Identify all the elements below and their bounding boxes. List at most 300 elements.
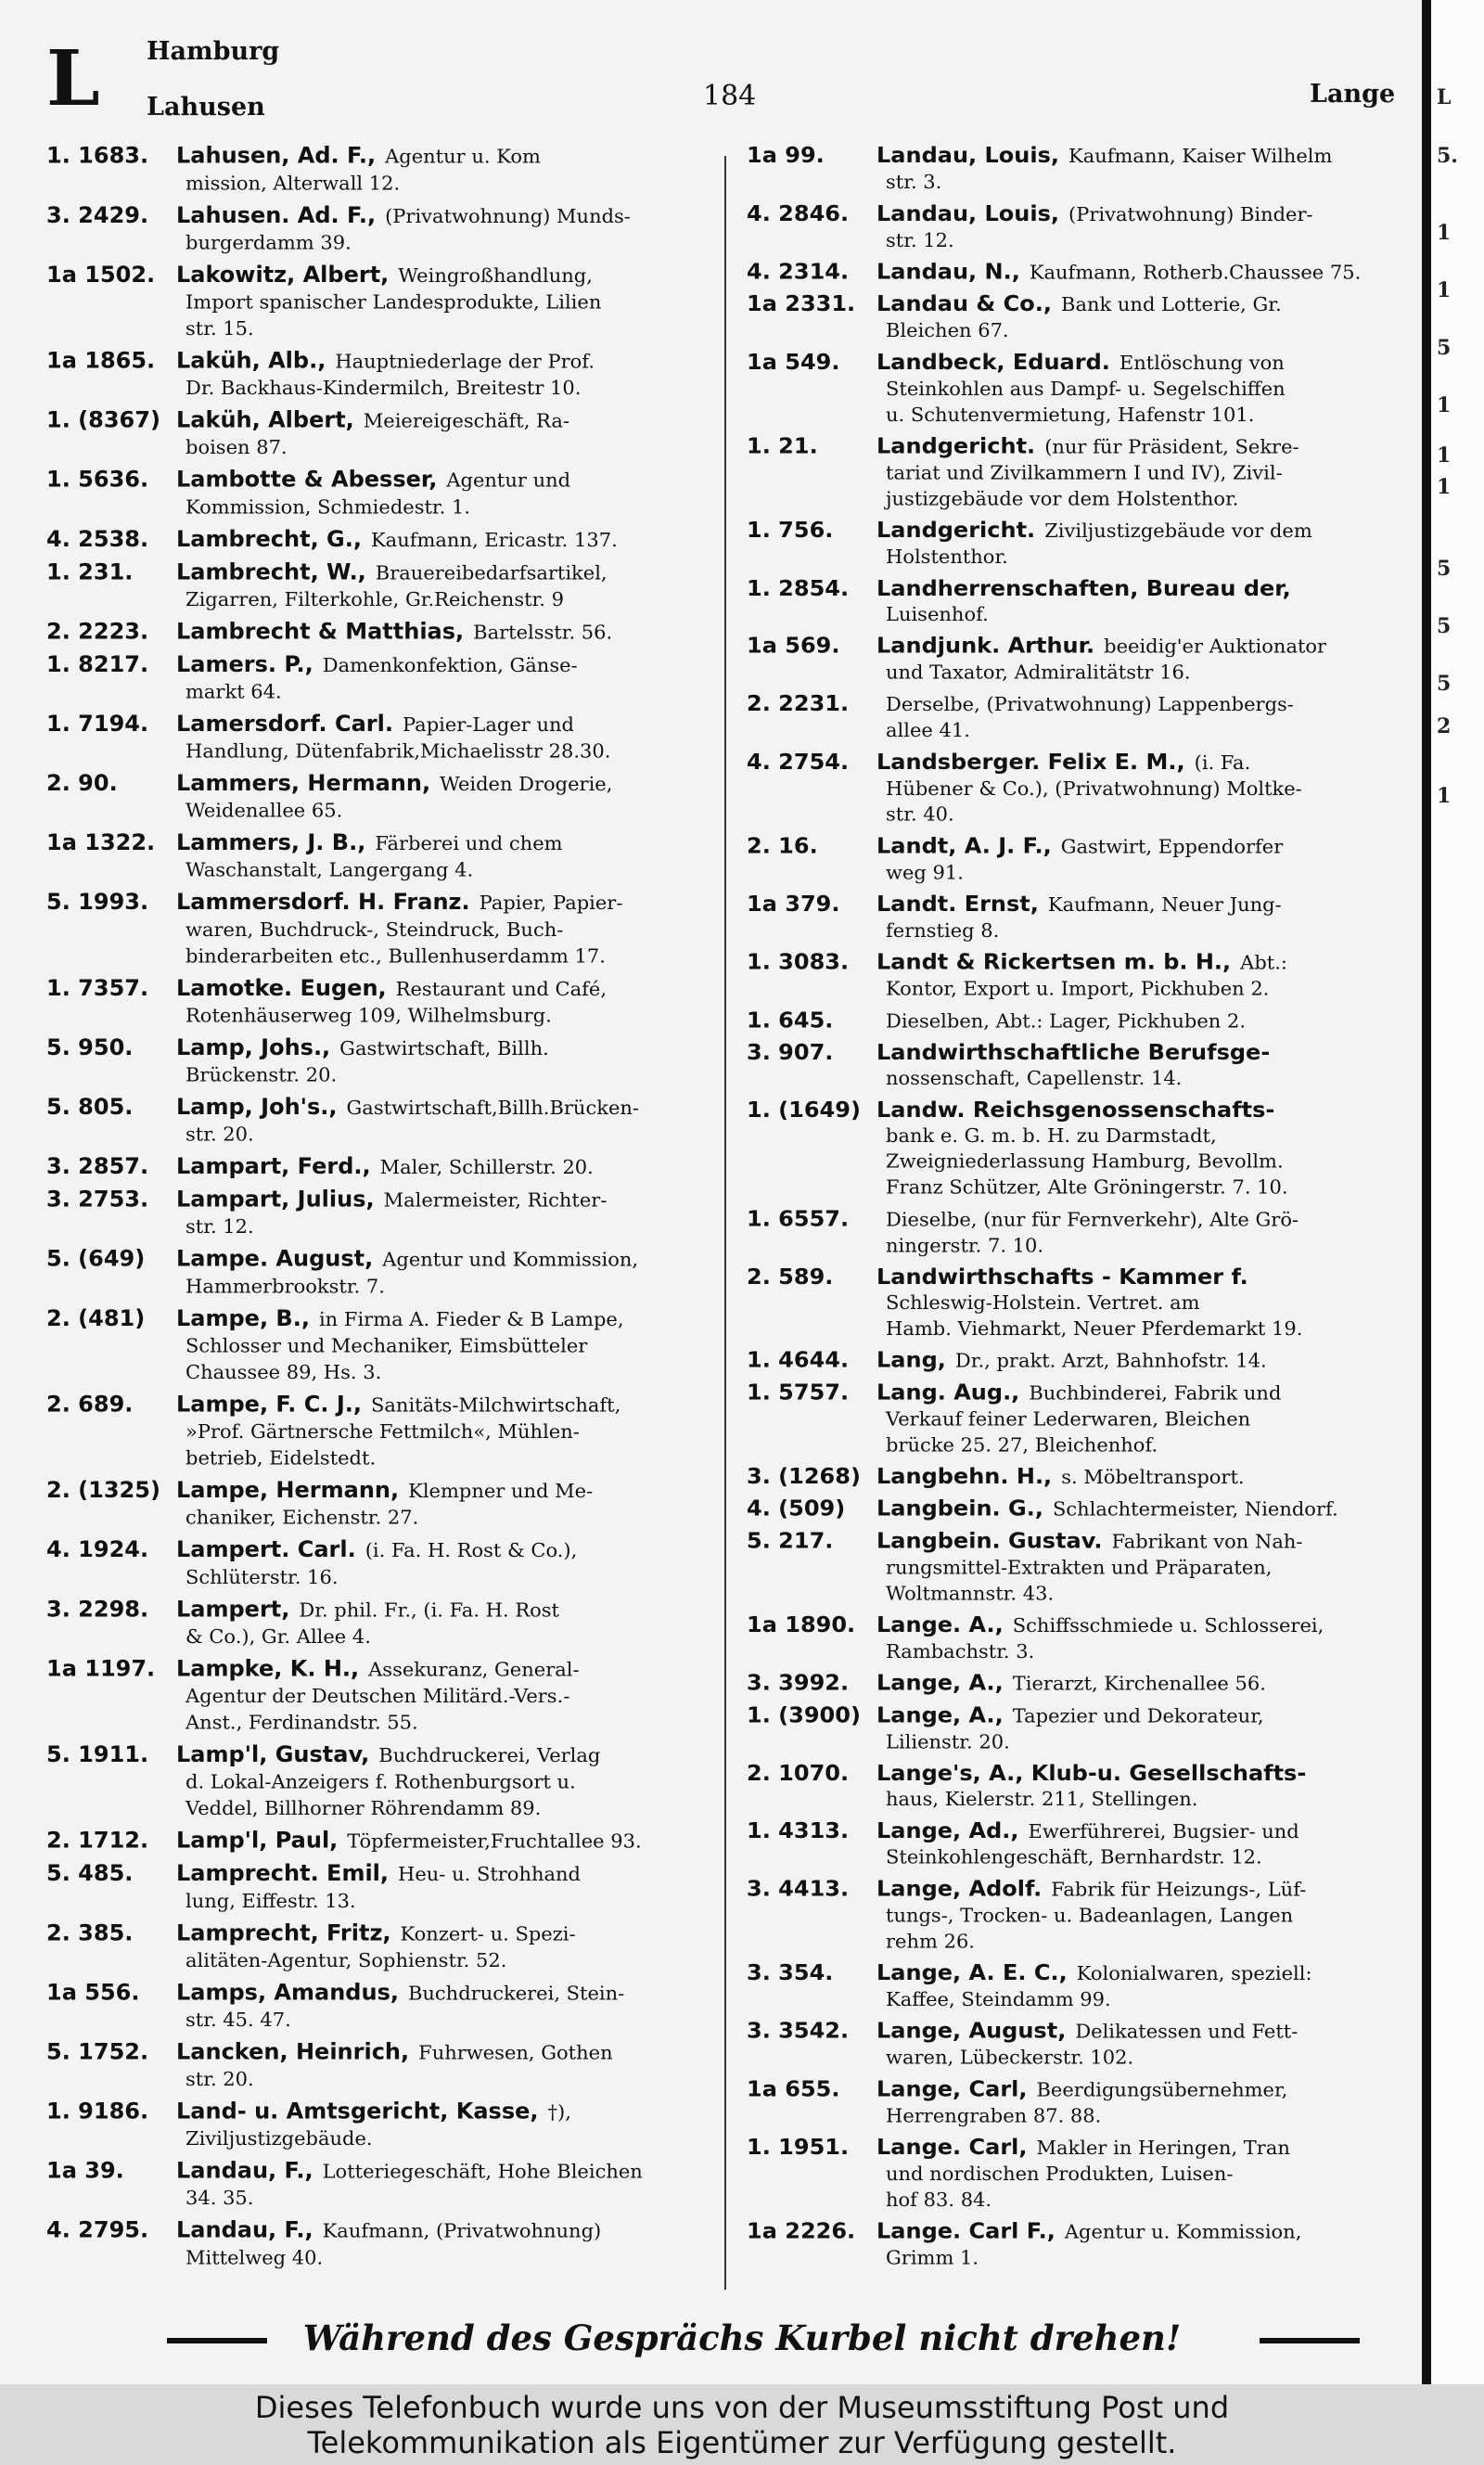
entry-continuation: Veddel, Billhorner Röhrendamm 89. [186, 1797, 542, 1820]
entry-name: Lamers. P., [176, 651, 313, 677]
entry-description: Kaufmann, Rotherb.Chaussee 75. [1029, 262, 1362, 284]
directory-entry [46, 2099, 740, 2152]
entry-description: Buchbinderei, Fabrik und [1029, 1382, 1282, 1405]
entry-continuation: Zweigniederlassung Hamburg, Bevollm. [886, 1150, 1284, 1173]
entry-phone-number: 1. 645. [747, 1008, 834, 1034]
entry-description: Damenkonfektion, Gänse- [322, 654, 578, 676]
directory-entry [747, 576, 1414, 628]
entry-continuation: Steinkohlen aus Dampf- u. Segelschiffen [886, 378, 1286, 400]
entry-continuation: Kaffee, Steindamm 99. [886, 1988, 1111, 2010]
entry-continuation: »Prof. Gärtnersche Fettmilch«, Mühlen- [186, 1420, 580, 1443]
directory-entry [747, 259, 1414, 286]
directory-entry [747, 750, 1414, 828]
section-letter: L [46, 34, 100, 123]
entry-continuation: allee 41. [886, 719, 970, 741]
entry-description: (nur für Präsident, Sekre- [1044, 436, 1299, 458]
entry-continuation: Luisenhof. [886, 603, 989, 625]
entry-phone-number: 3. 2753. [46, 1186, 149, 1213]
entry-continuation: & Co.), Gr. Allee 4. [186, 1625, 371, 1648]
entry-phone-number: 1. (1649) [747, 1097, 861, 1123]
entry-description: Buchdruckerei, Stein- [407, 1982, 625, 2005]
entry-description: Tapezier und Dekorateur, [1012, 1705, 1264, 1727]
entry-name: Lamprecht. Emil, [176, 1860, 390, 1887]
entry-name: Lampart, Ferd., [176, 1153, 371, 1180]
entry-continuation: str. 12. [186, 1215, 254, 1239]
directory-entry [747, 201, 1414, 254]
entry-description: Tierarzt, Kirchenallee 56. [1012, 1673, 1266, 1695]
directory-entry [46, 1861, 740, 1915]
entry-description: Töpfermeister,Fruchtallee 93. [347, 1829, 642, 1853]
entry-description: Weiden Drogerie, [440, 773, 613, 795]
entry-name: Lange, Ad., [876, 1817, 1019, 1843]
directory-entry [46, 1246, 740, 1300]
entry-name: Lambotte & Abesser, [176, 467, 438, 493]
entry-description: Meiereigeschäft, Ra- [363, 409, 569, 432]
entry-name: Landau, N., [876, 259, 1020, 285]
entry-description: Kaufmann, Neuer Jung- [1047, 893, 1282, 916]
entry-name: Lamersdorf. Carl. [176, 711, 393, 737]
entry-phone-number: 2. 16. [747, 833, 818, 859]
entry-phone-number: 2. 2231. [747, 690, 850, 716]
entry-phone-number: 1. 4644. [747, 1347, 850, 1373]
entry-name: Landgericht. [876, 517, 1036, 543]
entry-description: Agentur u. Kom [385, 145, 541, 168]
entry-continuation: str. 15. [186, 317, 254, 340]
entry-name: Landt & Rickertsen m. b. H., [876, 949, 1232, 975]
header-last-entry: Lange [1310, 80, 1396, 109]
entry-phone-number: 4. 2846. [747, 200, 850, 226]
directory-entry [747, 2135, 1414, 2214]
entry-description: Dr. phil. Fr., (i. Fa. H. Rost [299, 1598, 559, 1622]
attribution-line-1: Dieses Telefonbuch wurde uns von der Museumsstiftung Post und [254, 2390, 1230, 2425]
entry-continuation: str. 3. [886, 171, 942, 193]
entry-continuation: rehm 26. [886, 1931, 975, 1953]
entry-continuation: boisen 87. [186, 436, 288, 459]
entry-continuation: Agentur der Deutschen Militärd.-Vers.- [186, 1685, 570, 1707]
entry-continuation: und Taxator, Admiralitätstr 16. [886, 661, 1191, 684]
next-page-edge [1431, 0, 1484, 2384]
directory-entry [46, 467, 740, 520]
entry-phone-number: 1. 1683. [46, 143, 149, 169]
entry-name: Laküh, Alb., [176, 347, 326, 374]
entry-continuation: str. 40. [886, 803, 954, 826]
entry-continuation: Hamb. Viehmarkt, Neuer Pferdemarkt 19. [886, 1317, 1303, 1340]
directory-entry [747, 1040, 1414, 1092]
directory-entry [747, 1612, 1414, 1665]
entry-description: Restaurant und Café, [395, 978, 608, 1000]
directory-entry [46, 975, 740, 1029]
edge-fragment: 5 [1437, 336, 1452, 360]
entry-phone-number: 1a 99. [747, 143, 825, 168]
directory-entry [46, 1094, 740, 1148]
entry-continuation: haus, Kielerstr. 211, Stellingen. [886, 1788, 1198, 1810]
entry-phone-number: 1. 231. [46, 558, 134, 585]
directory-entry [747, 1671, 1414, 1698]
entry-continuation: Mittelweg 40. [186, 2246, 324, 2269]
entry-continuation: Grimm 1. [886, 2247, 979, 2269]
entry-description: Heu- u. Strohhand [398, 1863, 581, 1886]
entry-phone-number: 2. 689. [46, 1391, 134, 1418]
entry-continuation: Steinkohlengeschäft, Bernhardstr. 12. [886, 1846, 1262, 1868]
directory-entry [46, 2158, 740, 2212]
entry-description: Konzert- u. Spezi- [400, 1922, 576, 1945]
entry-phone-number: 2. 90. [46, 770, 118, 796]
entry-description: Dieselben, Abt.: Lager, Pickhuben 2. [886, 1010, 1247, 1033]
entry-phone-number: 1a 1890. [747, 1611, 856, 1637]
entry-name: Laküh, Albert, [176, 406, 354, 433]
entry-phone-number: 3. 4413. [747, 1876, 850, 1902]
entry-name: Lampe. August, [176, 1245, 374, 1272]
directory-entry [46, 1187, 740, 1240]
directory-entry [46, 1034, 740, 1088]
entry-description: Agentur und Kommission, [382, 1248, 639, 1271]
directory-entry [46, 1537, 740, 1591]
entry-phone-number: 5. 1993. [46, 889, 149, 916]
entry-description: Gastwirtschaft,Billh.Brücken- [346, 1097, 639, 1119]
directory-entry [747, 833, 1414, 886]
directory-entry [46, 348, 740, 402]
entry-description: Weingroßhandlung, [398, 264, 593, 287]
entry-description: Malermeister, Richter- [383, 1188, 608, 1212]
entry-name: Landt. Ernst, [876, 891, 1039, 917]
entry-continuation: betrieb, Eidelstedt. [186, 1446, 377, 1470]
directory-entry [46, 143, 740, 197]
entry-phone-number: 1a 1865. [46, 347, 156, 374]
entry-continuation: Anst., Ferdinandstr. 55. [186, 1711, 418, 1734]
entry-continuation: brücke 25. 27, Bleichenhof. [886, 1434, 1158, 1457]
entry-phone-number: 1. 9186. [46, 2098, 149, 2125]
entry-continuation: Rambachstr. 3. [886, 1640, 1035, 1663]
entry-name: Lamprecht, Fritz, [176, 1919, 391, 1946]
entry-phone-number: 2. 385. [46, 1919, 134, 1946]
entry-name: Landau & Co., [876, 291, 1053, 317]
directory-entry [747, 291, 1414, 344]
entry-phone-number: 3. 3542. [747, 2018, 850, 2044]
entry-phone-number: 1. 5757. [747, 1380, 850, 1406]
entry-description: Fabrik für Heizungs-, Lüf- [1051, 1879, 1307, 1901]
entry-continuation: mission, Alterwall 12. [186, 172, 401, 195]
directory-entry [46, 1597, 740, 1650]
entry-description: Kolonialwaren, speziell: [1076, 1962, 1312, 1984]
entry-name: Lange, A., [876, 1670, 1004, 1696]
entry-phone-number: 1. 7194. [46, 711, 149, 737]
header-city: Hamburg [147, 37, 280, 66]
entry-name: Lange, A., [876, 1702, 1004, 1728]
entry-phone-number: 4. (509) [747, 1496, 846, 1521]
entry-phone-number: 3. 907. [747, 1039, 834, 1065]
entry-phone-number: 4. 2795. [46, 2217, 149, 2243]
entry-continuation: Handlung, Dütenfabrik,Michaelisstr 28.30. [186, 739, 611, 763]
entry-name: Lambrecht, W., [176, 558, 366, 585]
entry-description: (i. Fa. [1194, 751, 1251, 774]
entry-description: Delikatessen und Fett- [1075, 2021, 1298, 2043]
entry-name: Lahusen. Ad. F., [176, 202, 377, 228]
entry-description: Ewerführerei, Bugsier- und [1028, 1820, 1299, 1842]
entry-description: †), [547, 2100, 571, 2124]
edge-fragment: 5 [1437, 672, 1452, 696]
directory-entry [46, 1828, 740, 1855]
entry-continuation: nossenschaft, Capellenstr. 14. [886, 1067, 1183, 1089]
entry-continuation: und nordischen Produkten, Luisen- [886, 2163, 1234, 2185]
entry-phone-number: 1. 4313. [747, 1817, 850, 1843]
directory-entry [747, 1496, 1414, 1523]
entry-name: Lange, Adolf. [876, 1876, 1043, 1902]
entry-name: Lamp, Johs., [176, 1034, 331, 1060]
entry-continuation: Ziviljustizgebäude. [186, 2127, 373, 2150]
entry-name: Lampert. Carl. [176, 1536, 356, 1563]
entry-name: Landgericht. [876, 433, 1036, 459]
entry-continuation: Schleswig-Holstein. Vertret. am [886, 1291, 1200, 1314]
entry-continuation: waren, Lübeckerstr. 102. [886, 2047, 1134, 2069]
directory-entry [46, 619, 740, 647]
entry-phone-number: 1. 6557. [747, 1206, 850, 1232]
entry-phone-number: 3. 2857. [46, 1153, 149, 1180]
entry-name: Lange. A., [876, 1611, 1004, 1637]
entry-description: beeidig'er Auktionator [1104, 636, 1327, 658]
entry-description: Bank und Lotterie, Gr. [1061, 293, 1282, 316]
entry-continuation: Franz Schützer, Alte Gröningerstr. 7. 10. [886, 1176, 1288, 1199]
directory-entry [747, 1206, 1414, 1259]
entry-description: Buchdruckerei, Verlag [378, 1744, 601, 1766]
entry-continuation: Herrengraben 87. 88. [886, 2105, 1102, 2127]
edge-letter: L [1437, 85, 1452, 109]
entry-continuation: Import spanischer Landesprodukte, Lilien [186, 290, 602, 314]
entry-phone-number: 1a 39. [46, 2157, 124, 2184]
directory-entry [46, 770, 740, 824]
entry-continuation: rungsmittel-Extrakten und Präparaten, [886, 1557, 1273, 1579]
directory-entry [747, 2019, 1414, 2072]
entry-phone-number: 2. 1070. [747, 1760, 850, 1786]
entry-description: Lotteriegeschäft, Hohe Bleichen [322, 2160, 643, 2183]
directory-entry [46, 1920, 740, 1974]
entry-continuation: Dr. Backhaus-Kindermilch, Breitestr 10. [186, 377, 582, 400]
attribution-line-2: Telekommunikation als Eigentümer zur Verfügung gestellt. [307, 2425, 1177, 2460]
entry-phone-number: 1a 1502. [46, 262, 156, 288]
entry-continuation: d. Lokal-Anzeigers f. Rothenburgsort u. [186, 1770, 576, 1793]
entry-continuation: Holstenthor. [886, 546, 1008, 568]
directory-entry [747, 1265, 1414, 1342]
entry-description: Hauptniederlage der Prof. [335, 350, 595, 373]
entry-continuation: 34. 35. [186, 2187, 254, 2210]
entry-description: Dieselbe, (nur für Fernverkehr), Alte Grö- [886, 1209, 1299, 1231]
entry-name: Landwirthschafts - Kammer f. [876, 1264, 1248, 1290]
entry-description: (i. Fa. H. Rost & Co.), [365, 1539, 578, 1562]
directory-entry [46, 1392, 740, 1472]
entry-name: Lammers, Hermann, [176, 770, 431, 796]
entry-continuation: Schlosser und Mechaniker, Eimsbütteler [186, 1334, 588, 1357]
entry-description: Abt.: [1240, 952, 1287, 974]
entry-name: Lamotke. Eugen, [176, 975, 387, 1001]
entry-phone-number: 1a 1322. [46, 829, 156, 856]
entry-description: Sanitäts-Milchwirtschaft, [371, 1393, 621, 1417]
entry-phone-number: 4. 2538. [46, 526, 149, 552]
entry-continuation: tariat und Zivilkammern I und IV), Zivil- [886, 462, 1283, 484]
directory-entry [747, 1348, 1414, 1375]
directory-entry [46, 526, 740, 554]
entry-phone-number: 4. 1924. [46, 1536, 149, 1563]
entry-description: Färberei und chem [375, 832, 563, 855]
directory-entry [747, 691, 1414, 744]
entry-continuation: Brückenstr. 20. [186, 1063, 338, 1086]
entry-phone-number: 1a 2226. [747, 2218, 856, 2244]
left-column [46, 143, 740, 2277]
entry-description: Gastwirtschaft, Billh. [339, 1037, 549, 1059]
entry-phone-number: 1a 379. [747, 891, 840, 917]
entry-name: Landw. Reichsgenossenschafts- [876, 1097, 1275, 1123]
entry-description: Kaufmann, Kaiser Wilhelm [1068, 145, 1333, 168]
directory-entry [747, 1702, 1414, 1755]
entry-name: Landau, Louis, [876, 143, 1060, 168]
entry-description: Schiffsschmiede u. Schlosserei, [1012, 1614, 1324, 1637]
entry-continuation: markt 64. [186, 680, 282, 703]
directory-entry [747, 633, 1414, 686]
entry-name: Lancken, Heinrich, [176, 2038, 410, 2065]
entry-name: Langbehn. H., [876, 1463, 1053, 1489]
entry-name: Lange, August, [876, 2018, 1067, 2044]
entry-continuation: bank e. G. m. b. H. zu Darmstadt, [886, 1124, 1217, 1147]
entry-phone-number: 1. (8367) [46, 406, 160, 433]
entry-name: Lamp'l, Paul, [176, 1828, 339, 1854]
directory-entry [46, 202, 740, 256]
entry-continuation: u. Schutenvermietung, Hafenstr 101. [886, 404, 1255, 426]
entry-name: Lange, Carl, [876, 2076, 1028, 2102]
entry-description: Beerdigungsübernehmer, [1036, 2079, 1288, 2101]
entry-continuation: Rotenhäuserweg 109, Wilhelmsburg. [186, 1004, 552, 1027]
entry-name: Landjunk. Arthur. [876, 633, 1095, 659]
edge-fragment: 1 [1437, 475, 1452, 499]
entry-name: Lampert, [176, 1596, 290, 1623]
entry-phone-number: 1a 655. [747, 2076, 840, 2102]
entry-name: Landau, F., [176, 2157, 313, 2184]
entry-continuation: ningerstr. 7. 10. [886, 1235, 1044, 1257]
entry-continuation: Zigarren, Filterkohle, Gr.Reichenstr. 9 [186, 588, 564, 610]
directory-entry [46, 1741, 740, 1822]
directory-entry [747, 1876, 1414, 1955]
entry-description: s. Möbeltransport. [1061, 1466, 1245, 1488]
entry-name: Langbein. Gustav. [876, 1528, 1103, 1554]
entry-phone-number: 1a 2331. [747, 291, 856, 317]
edge-fragment: 5 [1437, 557, 1452, 581]
entry-name: Land- u. Amtsgericht, Kasse, [176, 2098, 539, 2125]
entry-continuation: Hammerbrookstr. 7. [186, 1275, 385, 1298]
entry-name: Lakowitz, Albert, [176, 262, 390, 288]
directory-entry [747, 1464, 1414, 1491]
directory-entry [46, 711, 740, 764]
directory-entry [46, 1980, 740, 2034]
entry-name: Landau, Louis, [876, 200, 1060, 226]
entry-name: Landwirthschaftliche Berufsge- [876, 1039, 1271, 1065]
directory-entry [46, 559, 740, 613]
entry-phone-number: 2. 1712. [46, 1828, 149, 1854]
directory-entry [747, 2076, 1414, 2129]
entry-continuation: Kommission, Schmiedestr. 1. [186, 495, 471, 519]
entry-continuation: fernstieg 8. [886, 919, 1000, 942]
entry-name: Landherrenschaften, Bureau der, [876, 575, 1291, 601]
entry-continuation: Verkauf feiner Lederwaren, Bleichen [886, 1408, 1251, 1431]
directory-entry [46, 2039, 740, 2093]
entry-phone-number: 1. 1951. [747, 2134, 850, 2160]
entry-continuation: Schlüterstr. 16. [186, 1566, 339, 1588]
entry-continuation: Waschanstalt, Langergang 4. [186, 858, 474, 881]
entry-phone-number: 3. 2298. [46, 1596, 149, 1623]
directory-entry [747, 1761, 1414, 1813]
entry-continuation: Chaussee 89, Hs. 3. [186, 1361, 382, 1383]
entry-phone-number: 5. 485. [46, 1860, 134, 1887]
entry-phone-number: 4. 2314. [747, 259, 850, 285]
entry-name: Langbein. G., [876, 1496, 1043, 1521]
entry-phone-number: 1a 556. [46, 1979, 140, 2006]
entry-phone-number: 5. 1911. [46, 1741, 149, 1767]
directory-entry [46, 1153, 740, 1181]
entry-phone-number: 1a 1197. [46, 1655, 156, 1682]
directory-entry [747, 1380, 1414, 1458]
entry-phone-number: 3. 3992. [747, 1670, 850, 1696]
page-binding-edge [1422, 0, 1431, 2384]
entry-description: Fabrikant von Nah- [1111, 1531, 1303, 1553]
directory-entry [747, 1098, 1414, 1201]
entry-phone-number: 5. (649) [46, 1245, 146, 1272]
entry-phone-number: 1. 7357. [46, 975, 149, 1001]
entry-name: Lampe, F. C. J., [176, 1391, 363, 1418]
entry-description: Papier, Papier- [479, 892, 623, 915]
entry-phone-number: 5. 1752. [46, 2038, 149, 2065]
entry-phone-number: 5. 805. [46, 1094, 134, 1120]
entry-phone-number: 1. 8217. [46, 651, 149, 677]
directory-entry [747, 1008, 1414, 1034]
directory-entry [747, 143, 1414, 196]
edge-fragment: 5 [1437, 614, 1452, 638]
entry-description: in Firma A. Fieder & B Lampe, [318, 1308, 624, 1330]
directory-entry [46, 651, 740, 705]
entry-phone-number: 2. (481) [46, 1305, 146, 1331]
right-column [747, 143, 1414, 2277]
entry-name: Lamp'l, Gustav, [176, 1741, 370, 1767]
edge-fragment: 5. [1437, 144, 1458, 168]
entry-phone-number: 4. 2754. [747, 749, 850, 775]
entry-continuation: Hübener & Co.), (Privatwohnung) Moltke- [886, 777, 1302, 800]
entry-name: Lambrecht & Matthias, [176, 618, 465, 645]
entry-phone-number: 5. 217. [747, 1528, 834, 1554]
entry-continuation: Weidenallee 65. [186, 799, 343, 822]
entry-name: Lange's, A., Klub-u. Gesellschafts- [876, 1760, 1307, 1786]
entry-name: Lang, [876, 1347, 946, 1373]
entry-continuation: burgerdamm 39. [186, 231, 352, 254]
entry-name: Lamp, Joh's., [176, 1094, 338, 1120]
entry-description: Klempner und Me- [408, 1480, 594, 1503]
directory-entry [747, 892, 1414, 944]
entry-name: Lang. Aug., [876, 1380, 1020, 1406]
entry-description: Kaufmann, Ericastr. 137. [370, 529, 618, 551]
entry-name: Lange. Carl, [876, 2134, 1028, 2160]
entry-name: Lampe, B., [176, 1305, 310, 1331]
footer-rule-right [1260, 2338, 1360, 2343]
entry-name: Lahusen, Ad. F., [176, 143, 377, 169]
entry-phone-number: 2. 589. [747, 1264, 834, 1290]
entry-description: Ziviljustizgebäude vor dem [1044, 520, 1312, 542]
entry-description: Kaufmann, (Privatwohnung) [322, 2219, 602, 2242]
entry-description: Gastwirt, Eppendorfer [1060, 836, 1284, 858]
directory-entry [747, 950, 1414, 1003]
entry-name: Landbeck, Eduard. [876, 349, 1110, 375]
directory-entry [747, 350, 1414, 429]
entry-description: Agentur u. Kommission, [1064, 2221, 1302, 2243]
entry-phone-number: 5. 950. [46, 1034, 134, 1060]
entry-continuation: str. 20. [186, 1123, 254, 1146]
footer-slogan: Während des Gesprächs Kurbel nicht drehen! [302, 2317, 1182, 2358]
edge-fragment: 1 [1437, 443, 1452, 468]
edge-fragment: 1 [1437, 393, 1452, 417]
entry-description: Assekuranz, General- [368, 1658, 580, 1681]
